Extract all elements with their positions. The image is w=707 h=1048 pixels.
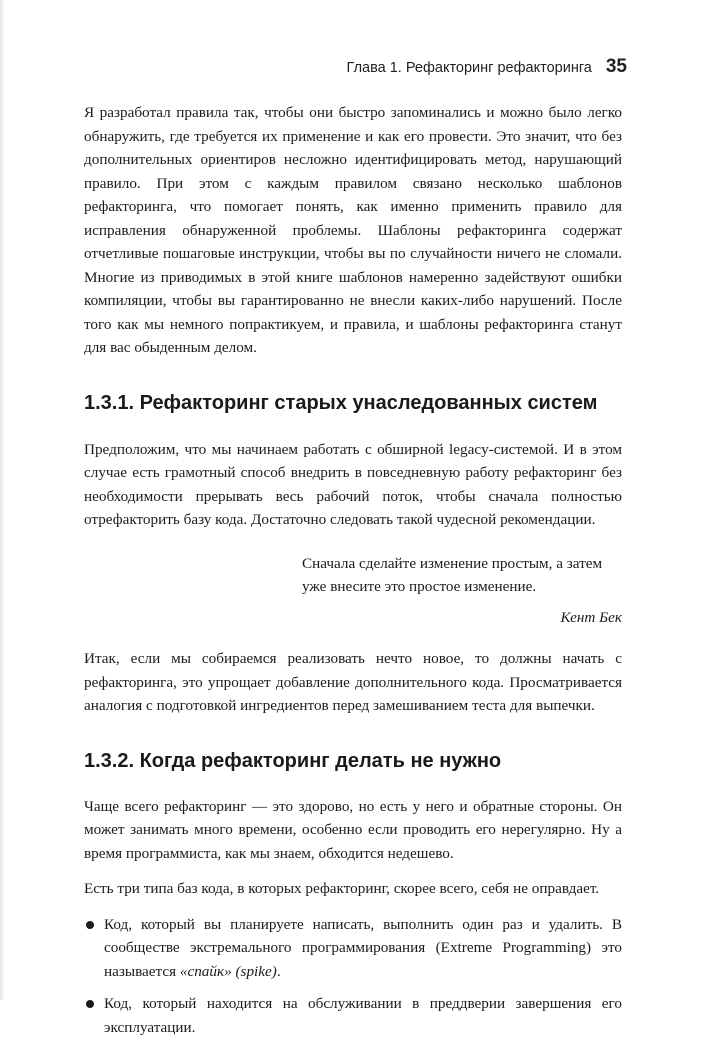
list-item-term: «спайк» (spike) bbox=[179, 962, 277, 980]
bullet-icon bbox=[86, 1000, 94, 1008]
bullet-list bbox=[84, 913, 622, 1040]
epigraph-quote bbox=[302, 552, 622, 630]
paragraph-legacy: Предположим, что мы начинаем работать с обширной legacy-системой. И в этом случае есть грамотный способ внедрить в повседневную работу рефакторинг без необходимости прерывать весь рабочий поток, чтобы сначала полностью отрефакторить базу кода. Достаточно следовать такой чудесной рекомендации. bbox=[84, 440, 622, 528]
list-item-end: . bbox=[276, 962, 281, 980]
chapter-title: Глава 1. Рефакторинг рефакторинга bbox=[346, 60, 592, 76]
bullet-icon bbox=[86, 921, 94, 929]
paragraph-downsides: Чаще всего рефакторинг — это здорово, но есть у него и обратные стороны. Он может занимать много времени, особенно если проводить его нерегулярно. Ну а время программиста, как мы знаем, обходится недешево. bbox=[84, 797, 622, 862]
page-edge-shadow bbox=[0, 0, 5, 1000]
page-number: 35 bbox=[605, 56, 627, 77]
paragraph-intro: Я разработал правила так, чтобы они быстро запоминались и можно было легко обнаружить, где требуется их применение и как его провести. Это значит, что без дополнительных ориентиров несложно идентифицировать метод, нарушающий правило. При этом с каждым правилом связано несколько шаблонов рефакторинга, что помогает понять, как именно применить правило для исправления обнаруженной проблемы. Шаблоны рефакторинга содержат отчетливые пошаговые инструкции, чтобы вы по случайности ничего не сломали. Многие из приводимых в этой книге шаблонов намеренно задействуют ошибки компиляции, чтобы вы гарантированно не внесли каких-либо нарушений. После того как мы немного попрактикуем, и правила, и шаблоны рефакторинга станут для вас обыденным делом. bbox=[84, 104, 622, 356]
list-item-text: Код, который находится на обслуживании в преддверии завершения его эксплуатации. bbox=[104, 995, 622, 1036]
section-heading-when-not-refactor: 1.3.2. Когда рефакторинг делать не нужно bbox=[84, 749, 502, 772]
quote-text: Сначала сделайте изменение простым, а затем уже внесите это простое изменение. bbox=[302, 554, 603, 595]
running-head bbox=[80, 56, 627, 78]
page-content bbox=[84, 101, 622, 1048]
paragraph-after-quote: Итак, если мы собираемся реализовать нечто новое, то должны начать с рефакторинга, это упрощает добавление дополнительного кода. Просматривается аналогия с подготовкой ингредиентов перед замешиванием теста для выпечки. bbox=[84, 650, 622, 714]
paragraph-codebase-types: Есть три типа баз кода, в которых рефакторинг, скорее всего, себя не оправдает. bbox=[84, 880, 600, 897]
list-item-text: Код, который вы планируете написать, выполнить один раз и удалить. В сообществе экстремального программирования (Extreme Programming) это называется bbox=[104, 915, 622, 980]
list-item bbox=[84, 992, 622, 1039]
section-heading-legacy-refactoring: 1.3.1. Рефакторинг старых унаследованных систем bbox=[84, 391, 598, 414]
list-item bbox=[84, 913, 622, 984]
quote-author: Кент Бек bbox=[560, 608, 622, 626]
